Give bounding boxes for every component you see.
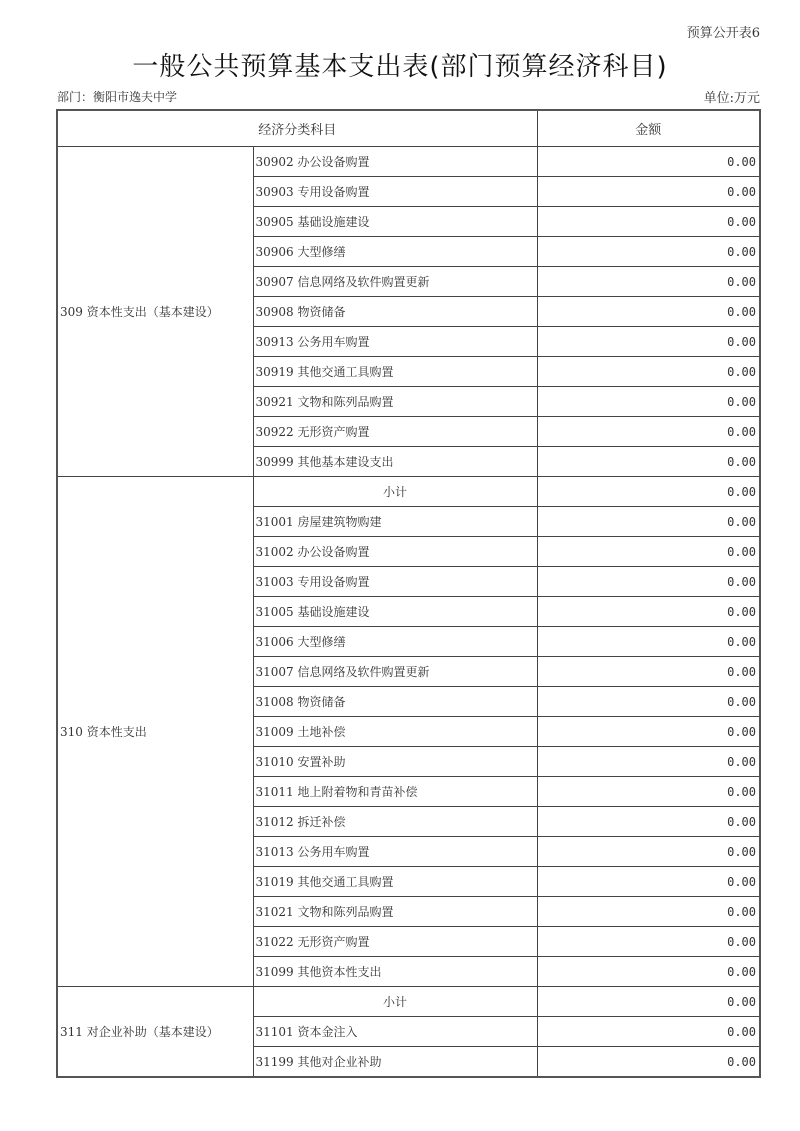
item-label: 31099 其他资本性支出	[253, 957, 537, 987]
header-amount: 金额	[537, 110, 760, 147]
amount-cell: 0.00	[537, 327, 760, 357]
item-label: 31001 房屋建筑物购建	[253, 507, 537, 537]
item-label: 31010 安置补助	[253, 747, 537, 777]
subtotal-label: 小计	[253, 477, 537, 507]
amount-cell: 0.00	[537, 417, 760, 447]
item-label: 31008 物资储备	[253, 687, 537, 717]
item-label: 31003 专用设备购置	[253, 567, 537, 597]
amount-cell: 0.00	[537, 597, 760, 627]
amount-cell: 0.00	[537, 837, 760, 867]
amount-cell: 0.00	[537, 957, 760, 987]
table-body	[57, 147, 760, 1078]
item-label: 30919 其他交通工具购置	[253, 357, 537, 387]
amount-cell: 0.00	[537, 717, 760, 747]
item-label: 30999 其他基本建设支出	[253, 447, 537, 477]
amount-cell: 0.00	[537, 507, 760, 537]
amount-cell: 0.00	[537, 867, 760, 897]
item-label: 30908 物资储备	[253, 297, 537, 327]
subtotal-label: 小计	[253, 987, 537, 1017]
amount-cell: 0.00	[537, 477, 760, 507]
category-cell: 309 资本性支出（基本建设）	[57, 147, 253, 477]
header-econ-category: 经济分类科目	[57, 110, 537, 147]
amount-cell: 0.00	[537, 567, 760, 597]
category-cell: 311 对企业补助（基本建设）	[57, 987, 253, 1078]
item-label: 30903 专用设备购置	[253, 177, 537, 207]
table-row	[57, 987, 760, 1017]
amount-cell: 0.00	[537, 237, 760, 267]
category-cell: 310 资本性支出	[57, 477, 253, 987]
amount-cell: 0.00	[537, 777, 760, 807]
amount-cell: 0.00	[537, 537, 760, 567]
item-label: 31005 基础设施建设	[253, 597, 537, 627]
table-header-row	[57, 110, 760, 147]
amount-cell: 0.00	[537, 1017, 760, 1047]
amount-cell: 0.00	[537, 207, 760, 237]
amount-cell: 0.00	[537, 447, 760, 477]
item-label: 31012 拆迁补偿	[253, 807, 537, 837]
amount-cell: 0.00	[537, 147, 760, 177]
item-label: 30902 办公设备购置	[253, 147, 537, 177]
item-label: 30906 大型修缮	[253, 237, 537, 267]
amount-cell: 0.00	[537, 987, 760, 1017]
unit-label: 单位:万元	[703, 91, 760, 106]
amount-cell: 0.00	[537, 807, 760, 837]
form-number: 预算公开表6	[686, 26, 760, 41]
amount-cell: 0.00	[537, 387, 760, 417]
item-label: 31007 信息网络及软件购置更新	[253, 657, 537, 687]
item-label: 31006 大型修缮	[253, 627, 537, 657]
item-label: 30921 文物和陈列品购置	[253, 387, 537, 417]
amount-cell: 0.00	[537, 177, 760, 207]
item-label: 31013 公务用车购置	[253, 837, 537, 867]
item-label: 31101 资本金注入	[253, 1017, 537, 1047]
item-label: 31019 其他交通工具购置	[253, 867, 537, 897]
item-label: 31009 土地补偿	[253, 717, 537, 747]
amount-cell: 0.00	[537, 1047, 760, 1078]
amount-cell: 0.00	[537, 657, 760, 687]
department-label: 部门：衡阳市逸夫中学	[57, 90, 178, 104]
item-label: 30922 无形资产购置	[253, 417, 537, 447]
amount-cell: 0.00	[537, 297, 760, 327]
item-label: 31199 其他对企业补助	[253, 1047, 537, 1078]
item-label: 31011 地上附着物和青苗补偿	[253, 777, 537, 807]
amount-cell: 0.00	[537, 927, 760, 957]
item-label: 31002 办公设备购置	[253, 537, 537, 567]
amount-cell: 0.00	[537, 897, 760, 927]
amount-cell: 0.00	[537, 357, 760, 387]
amount-cell: 0.00	[537, 627, 760, 657]
item-label: 31022 无形资产购置	[253, 927, 537, 957]
item-label: 30913 公务用车购置	[253, 327, 537, 357]
amount-cell: 0.00	[537, 687, 760, 717]
page-title: 一般公共预算基本支出表(部门预算经济科目)	[132, 52, 668, 82]
table-row	[57, 147, 760, 177]
amount-cell: 0.00	[537, 267, 760, 297]
item-label: 30907 信息网络及软件购置更新	[253, 267, 537, 297]
amount-cell: 0.00	[537, 747, 760, 777]
table-row	[57, 477, 760, 507]
item-label: 31021 文物和陈列品购置	[253, 897, 537, 927]
budget-table	[56, 109, 761, 1078]
item-label: 30905 基础设施建设	[253, 207, 537, 237]
